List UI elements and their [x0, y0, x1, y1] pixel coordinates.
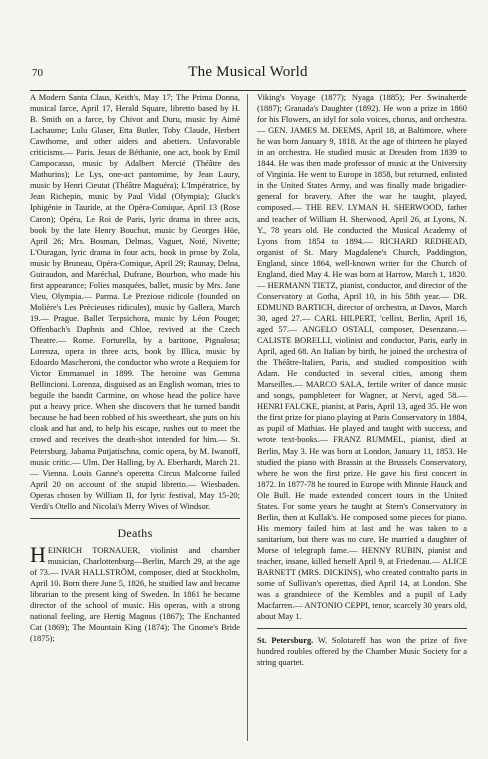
st-petersburg-paragraph — [257, 635, 467, 668]
left-column — [30, 92, 240, 644]
page-header — [30, 64, 466, 83]
section-divider — [30, 518, 240, 519]
right-column — [257, 92, 467, 668]
column-divider — [247, 94, 248, 741]
st-petersburg-text: W. Solotareff has won the prize of five hundred roubles offered by the Chamber Music Society for a string quartet. — [257, 635, 467, 668]
st-petersburg-label: St. Petersburg. — [257, 635, 314, 646]
section-divider — [257, 628, 467, 629]
page-number: 70 — [32, 67, 43, 79]
deaths-paragraph — [30, 541, 240, 644]
header-rule — [30, 90, 466, 91]
deaths-heading: Deaths — [117, 525, 153, 540]
running-title: The Musical World — [188, 64, 308, 80]
premieres-paragraph: A Modern Santa Claus, Keith's, May 17; The Prima Donna, musical farce, April 17, Herald Square, libretto based by H. B. Smith on a farce, by Chivot and Duru, music by Aimé Lachaume; Lulu Glaser, Etta Butler, Toby Claude, Herbert Cawthorne, and other aiders and abetters. Unfavorable criticisms.— Paris. Jesus de Béthanie, one act, book by Emil Campocasso, music by Adalbert Mercié (Théâtre des Mathurins); Le Lys, one-act pantomime, by Jean Laury, music by Henri Cieutat (Théâtre Maguéra); L'Impératrice, by Jean Richepin, music by Paul Vidal (Olympia); Gluck's Iphigénie in Tauride, at the Opéra-Comique, April 13 (Rose Caron); Opéra, Le Roi de Paris, lyric drama in three acts, book by the late Henry Bouchut, music by Georges Hüe, April 26; Mrs. Bosman, Delmas, Vaguet, Noté, Nivette; L'Ouragan, lyric drama in four acts, book in prose by Zola, music by Bruneau, Opéra-Comique, April 29; Raunay, Delna, Guiraudon, and Maréchal, Dufrane, Bourbon, who made his first appearance; Folies masquées, ballet, music by Mrs. Jane Vieu, Olympia.— Parma. Le Preziose ridicole (founded on Molière's Les Précieuses ridicules), music by Gallera, March 19.— Prague. Ballet Terpsichora, music by Léon Pouget; Offenbach's Daphnis and Chloe, revived at the Czech Theatre.— Rome. Forturella, by a baritone, Pignalosa; Lorenza, opera in three acts, book by Illica, music by Edoardo Mascheroni, the conductor who wrote a Requiem for Victor Emmanuel in 1899. The heroine was Gemma Bellincioni. Lorenza, disguised as an English woman, tries to beguile the bandit Carmine, on whose head the police have put a heavy price. When she discovers that he turned bandit because he had been robbed of his sweetheart, she puts on his cloak and hat and, to help his escape, rushes out to meet the crowd and receives the death-shot intended for him.— St. Petersburg. Jabama Putjatischna, comic opera, by M. Iwanoff, music critic.— Ulm. Der Halling, by A. Eberhardt, March 21.— Vienna. Louis Ganne's operetta Circus Malcorne failed April 20 on account of the stupid libretto.— Wiesbaden. Operas chosen by William II, for lyric festival, May 15-20; Verdi's Otello and Nicolai's Merry Wives of Windsor. — [30, 92, 240, 511]
deaths-continued-paragraph: Viking's Voyage (1877); Nyaga (1885); Per Swinaherde (1887); Granada's Daughter (1892). He won a prize in 1860 for his Flowers, an idyl for solo voices, chorus, and orchestra.— GEN. JAMES M. DEEMS, April 18, at Baltimore, where he was born January 9, 1818. At the age of thirteen he played in an orchestra. He studied music at Dresden from 1839 to 1844. He was then made professor of music at the University of Virginia. He went to Europe in 1858, but returned, enlisted in the United States Army, and was finally made brigadier-general for bravery. After the war he taught, played, composed.— THE REV. LYMAN H. SHERWOOD, father and teacher of William H. Sherwood, April 26, at Lyons, N. Y., 78 years old. He conducted the Musical Academy of Lyons from 1854 to 1894.— RICHARD REDHEAD, organist of St. Mary Magdalene's Church, Paddington, England, since 1864, well-known writer for the Church of England, died May 4. He was born at Harrow, March 1, 1820.— HERMANN TIETZ, pianist, conductor, and director of the Conservatory at Gotha, April 10, in his 58th year.— DR. EDMUND BARTICH, director of orchestra, at Davos, March 30, aged 27.— CARL HILPERT, 'cellist, Berlin, April 16, aged 57.— ANGELO OSTALI, composer, Desenzano.— CALISTE BORELLI, violinist and conductor, Paris, early in April, aged 68. An Italian by birth, he joined the orchestra of the Théâtre-Italien, Paris, and studied composition with Adam. He conducted in several cities, among them Marseilles.— MARCO SALA, fertile writer of dance music and songs, pamphleteer for Wagner, at Nervi, aged 58.— HENRI FALCKE, pianist, at Paris, April 13, aged 35. He won the first prize for piano playing at Paris Conservatory in 1884, as pupil of Mathias. He played and taught with success, and wrote text-books.— FRANZ RUMMEL, pianist, died at Berlin, May 3. He was born at London, January 11, 1853. He studied the piano with Brassin at the Brussels Conservatory, where he won the first prize. He gave his first concert in 1872. In 1877-78 he toured in Europe with Minnie Hauck and Ole Bull. He made extended concert tours in the United States. For some years he taught at Stern's Conservatory in Berlin, then at Kullak's. He composed some pieces for piano. His memory failed him at last and he was taken to a sanitarium, but there was no cure. He married a daughter of Morse of telegraph fame.— HENNY RUBIN, pianist and teacher, insane, killed herself April 9, at Friedenau.— ALICE BARNETT (MRS. DICKINS), who created contralto parts in some of Sullivan's operettas, died April 14, at London. She was a grandniece of the Kembles and a pupil of Lady Macfarren.— ANTONIO CEPPI, tenor, scarcely 30 years old, about May 1. — [257, 92, 467, 622]
deaths-text: EINRICH TORNAUER, violinist and chamber musician, Charlottenburg—Berlin, March 29, at the age of 73.— IVAR HALLSTRÖM, composer, died at Stockholm, April 10. Born there June 5, 1826, he studied law and became librarian to the present king of Sweden. In 1861 he became director of the school of music. His operas, with a strong national feeling, are Hertig Magnus (1867); The Enchanted Cat (1869); The Mountain King (1874); The Gnome's Bride (1875); — [30, 544, 240, 644]
drop-cap: H — [30, 541, 46, 567]
